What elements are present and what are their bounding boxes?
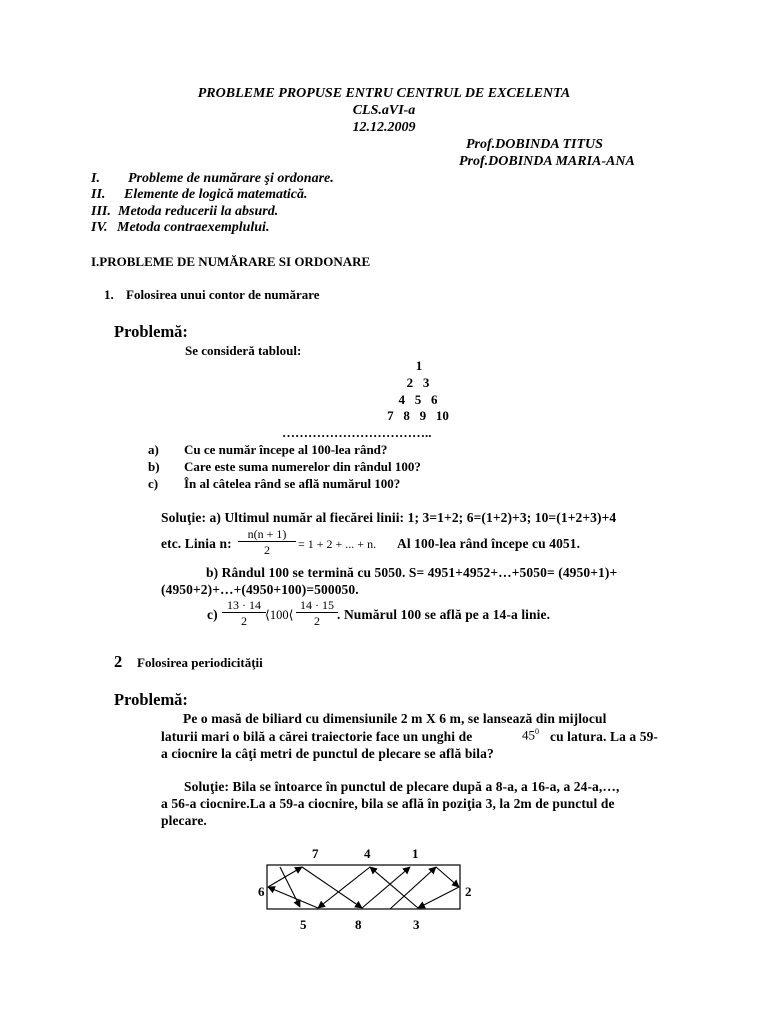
question-text: În al câtelea rând se află numărul 100? bbox=[184, 476, 401, 491]
solution-b-line2: (4950+2)+…+(4950+100)=500050. bbox=[161, 582, 359, 597]
inequality-100: ⟨100⟨ bbox=[265, 608, 294, 622]
toc-item-text: Metoda contraexemplului. bbox=[117, 220, 270, 235]
fraction-numerator: 14 · 15 bbox=[296, 598, 338, 613]
solution-line3: plecare. bbox=[161, 813, 207, 828]
diagram-label-bottom: 8 bbox=[355, 917, 362, 932]
class-label: CLS.aVI-a bbox=[352, 103, 416, 118]
fraction-14-15 bbox=[296, 598, 338, 629]
angle-number: 45 bbox=[522, 727, 535, 743]
solution-line1: Soluţie: Bila se întoarce în punctul de plecare după a 8-a, a 16-a, a 24-a,…, bbox=[184, 779, 620, 794]
solution-line-prefix: etc. Linia n: bbox=[161, 536, 232, 551]
diagram-label-bottom: 3 bbox=[413, 917, 420, 932]
problem-text-line1: Pe o masă de biliard cu dimensiunile 2 m X 6 m, se lansează din mijlocul bbox=[183, 711, 607, 726]
fraction-denominator: 2 bbox=[314, 614, 320, 628]
subsection-number: 1. bbox=[104, 287, 114, 302]
author-1: Prof.DOBINDA TITUS bbox=[466, 137, 603, 152]
diagram-label-top: 4 bbox=[364, 846, 371, 861]
fraction-13-14 bbox=[222, 598, 266, 629]
fraction-denominator: 2 bbox=[264, 543, 270, 557]
problem-intro: Se consideră tabloul: bbox=[185, 343, 302, 358]
toc-item-text: Elemente de logică matematică. bbox=[124, 187, 308, 202]
date-label: 12.12.2009 bbox=[352, 120, 416, 135]
author-2: Prof.DOBINDA MARIA-ANA bbox=[459, 154, 635, 169]
fraction-numerator: n(n + 1) bbox=[238, 527, 296, 542]
toc-item-num: I. bbox=[91, 171, 100, 186]
toc-item-num: IV. bbox=[91, 220, 108, 235]
trajectory-segment bbox=[318, 867, 370, 908]
trajectory-segment bbox=[390, 867, 436, 909]
toc-item-text: Metoda reducerii la absurd. bbox=[118, 204, 279, 219]
fraction-denominator: 2 bbox=[241, 614, 247, 628]
diagram-label-top: 7 bbox=[312, 846, 319, 861]
trajectory-segment bbox=[362, 867, 410, 908]
toc-item-num: III. bbox=[91, 204, 111, 219]
trajectory-segment bbox=[418, 887, 459, 908]
question-text: Cu ce număr începe al 100-lea rând? bbox=[184, 442, 388, 457]
triangle-row-ellipsis: …………………………….. bbox=[282, 425, 432, 440]
question-label: b) bbox=[148, 459, 160, 474]
trajectory-segment bbox=[370, 867, 418, 908]
question-label: c) bbox=[148, 476, 159, 491]
trajectory-segment bbox=[302, 867, 362, 908]
trajectory-segment bbox=[268, 867, 302, 887]
triangle-row: 2 3 bbox=[406, 375, 430, 390]
subsection-title: Folosirea periodicităţii bbox=[137, 655, 263, 670]
document-title: PROBLEME PROPUSE ENTRU CENTRUL DE EXCELENTA bbox=[197, 86, 571, 101]
question-label: a) bbox=[148, 442, 159, 457]
trajectory-segment bbox=[268, 887, 318, 908]
billiard-table-outline bbox=[267, 865, 460, 909]
angle-value bbox=[522, 727, 539, 743]
solution-a: Soluţie: a) Ultimul număr al fiecărei linii: 1; 3=1+2; 6=(1+2)+3; 10=(1+2+3)+4 bbox=[161, 510, 617, 525]
degree-mark: 0 bbox=[535, 727, 539, 736]
fraction-numerator: 13 · 14 bbox=[222, 598, 266, 613]
subsection-number: 2 bbox=[114, 652, 123, 671]
problem-text-line2b: cu latura. La a 59- bbox=[550, 729, 659, 744]
subsection-title: Folosirea unui contor de numărare bbox=[126, 287, 320, 302]
problem-text-line2a: laturii mari o bilă a cărei traiectorie face un unghi de bbox=[161, 729, 473, 744]
trajectory-segment bbox=[436, 867, 459, 887]
solution-b-line1: b) Rândul 100 se termină cu 5050. S= 4951+4952+…+5050= (4950+1)+ bbox=[206, 565, 618, 580]
diagram-label-left: 6 bbox=[258, 884, 265, 899]
solution-line2: a 56-a ciocnire.La a 59-a ciocnire, bila se află în poziţia 3, la 2m de punctul de bbox=[161, 796, 615, 811]
toc-item-num: II. bbox=[91, 187, 106, 202]
diagram-label-top: 1 bbox=[412, 846, 419, 861]
problem-heading: Problemă: bbox=[114, 690, 188, 709]
solution-c-label: c) bbox=[207, 607, 218, 622]
toc-item-text: Probleme de numărare şi ordonare. bbox=[128, 171, 334, 186]
problem-text-line3: a ciocnire la câţi metri de punctul de plecare se află bila? bbox=[161, 746, 494, 761]
solution-c-end: . Numărul 100 se află pe a 14-a linie. bbox=[337, 607, 551, 622]
diagram-label-right: 2 bbox=[465, 884, 472, 899]
triangle-row: 1 bbox=[415, 358, 423, 373]
formula-sum: = 1 + 2 + ... + n. bbox=[298, 537, 377, 551]
formula-triangular bbox=[238, 527, 296, 558]
question-text: Care este suma numerelor din rândul 100? bbox=[184, 459, 421, 474]
solution-line-end: Al 100-lea rând începe cu 4051. bbox=[397, 536, 581, 551]
section-title: I.PROBLEME DE NUMĂRARE SI ORDONARE bbox=[91, 254, 371, 269]
triangle-row: 4 5 6 bbox=[398, 392, 438, 407]
problem-heading: Problemă: bbox=[114, 322, 188, 341]
triangle-row: 7 8 9 10 bbox=[387, 408, 449, 423]
trajectory-segment bbox=[280, 867, 300, 907]
diagram-label-bottom: 5 bbox=[300, 917, 307, 932]
